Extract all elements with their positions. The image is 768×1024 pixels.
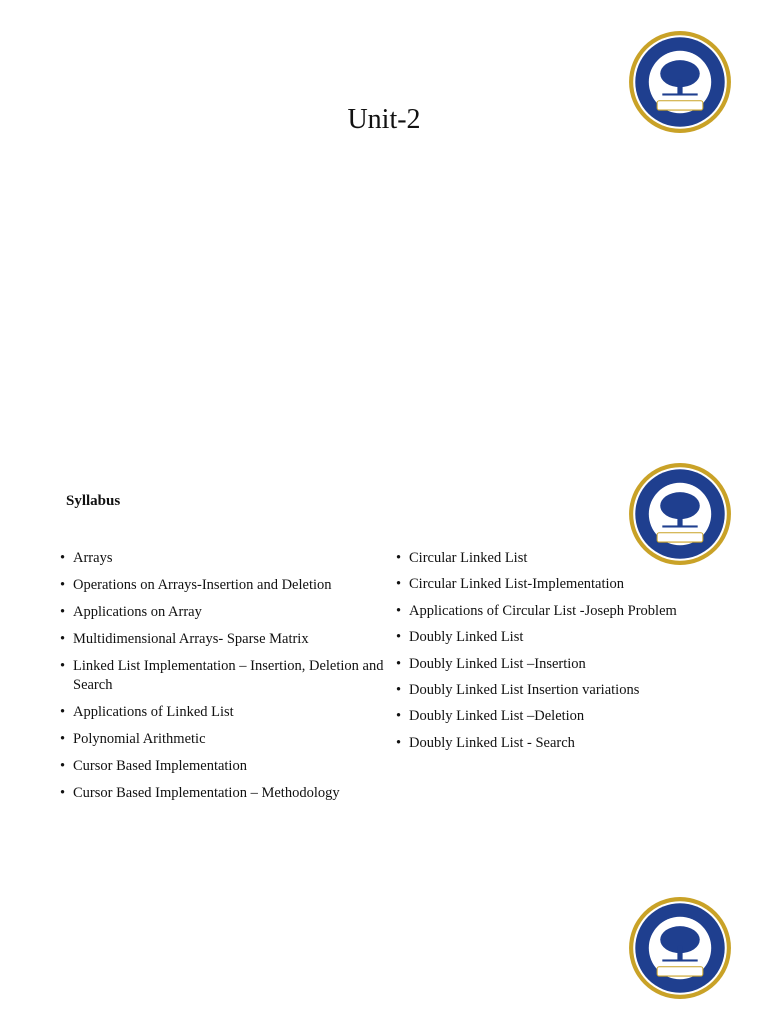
list-item: • Applications of Circular List -Joseph Problem bbox=[396, 602, 716, 621]
list-item: • Multidimensional Arrays- Sparse Matrix bbox=[60, 630, 390, 649]
list-item: • Applications of Linked List bbox=[60, 703, 390, 722]
slide-next-partial bbox=[0, 890, 768, 1024]
institute-seal-logo bbox=[628, 896, 732, 1000]
syllabus-list-left bbox=[60, 549, 390, 811]
list-item: • Arrays bbox=[60, 549, 390, 568]
list-item: • Doubly Linked List bbox=[396, 628, 716, 647]
list-item: • Doubly Linked List Insertion variations bbox=[396, 681, 716, 700]
syllabus-list-right bbox=[396, 549, 716, 760]
slide-title bbox=[0, 0, 768, 445]
list-item: • Cursor Based Implementation bbox=[60, 757, 390, 776]
slide-syllabus bbox=[0, 445, 768, 890]
list-item: • Operations on Arrays-Insertion and Deletion bbox=[60, 576, 390, 595]
list-item: • Applications on Array bbox=[60, 603, 390, 622]
list-item: • Polynomial Arithmetic bbox=[60, 730, 390, 749]
syllabus-heading: Syllabus bbox=[66, 493, 121, 509]
list-item: • Circular Linked List-Implementation bbox=[396, 575, 716, 594]
list-item: • Cursor Based Implementation – Methodology bbox=[60, 784, 390, 803]
slide-title-text: Unit-2 bbox=[347, 104, 421, 135]
list-item: • Doubly Linked List –Deletion bbox=[396, 707, 716, 726]
list-item: • Doubly Linked List - Search bbox=[396, 734, 716, 753]
list-item: • Doubly Linked List –Insertion bbox=[396, 655, 716, 674]
list-item: • Circular Linked List bbox=[396, 549, 716, 568]
list-item: • Linked List Implementation – Insertion, Deletion and Search bbox=[60, 657, 390, 695]
institute-seal-logo bbox=[628, 30, 732, 134]
